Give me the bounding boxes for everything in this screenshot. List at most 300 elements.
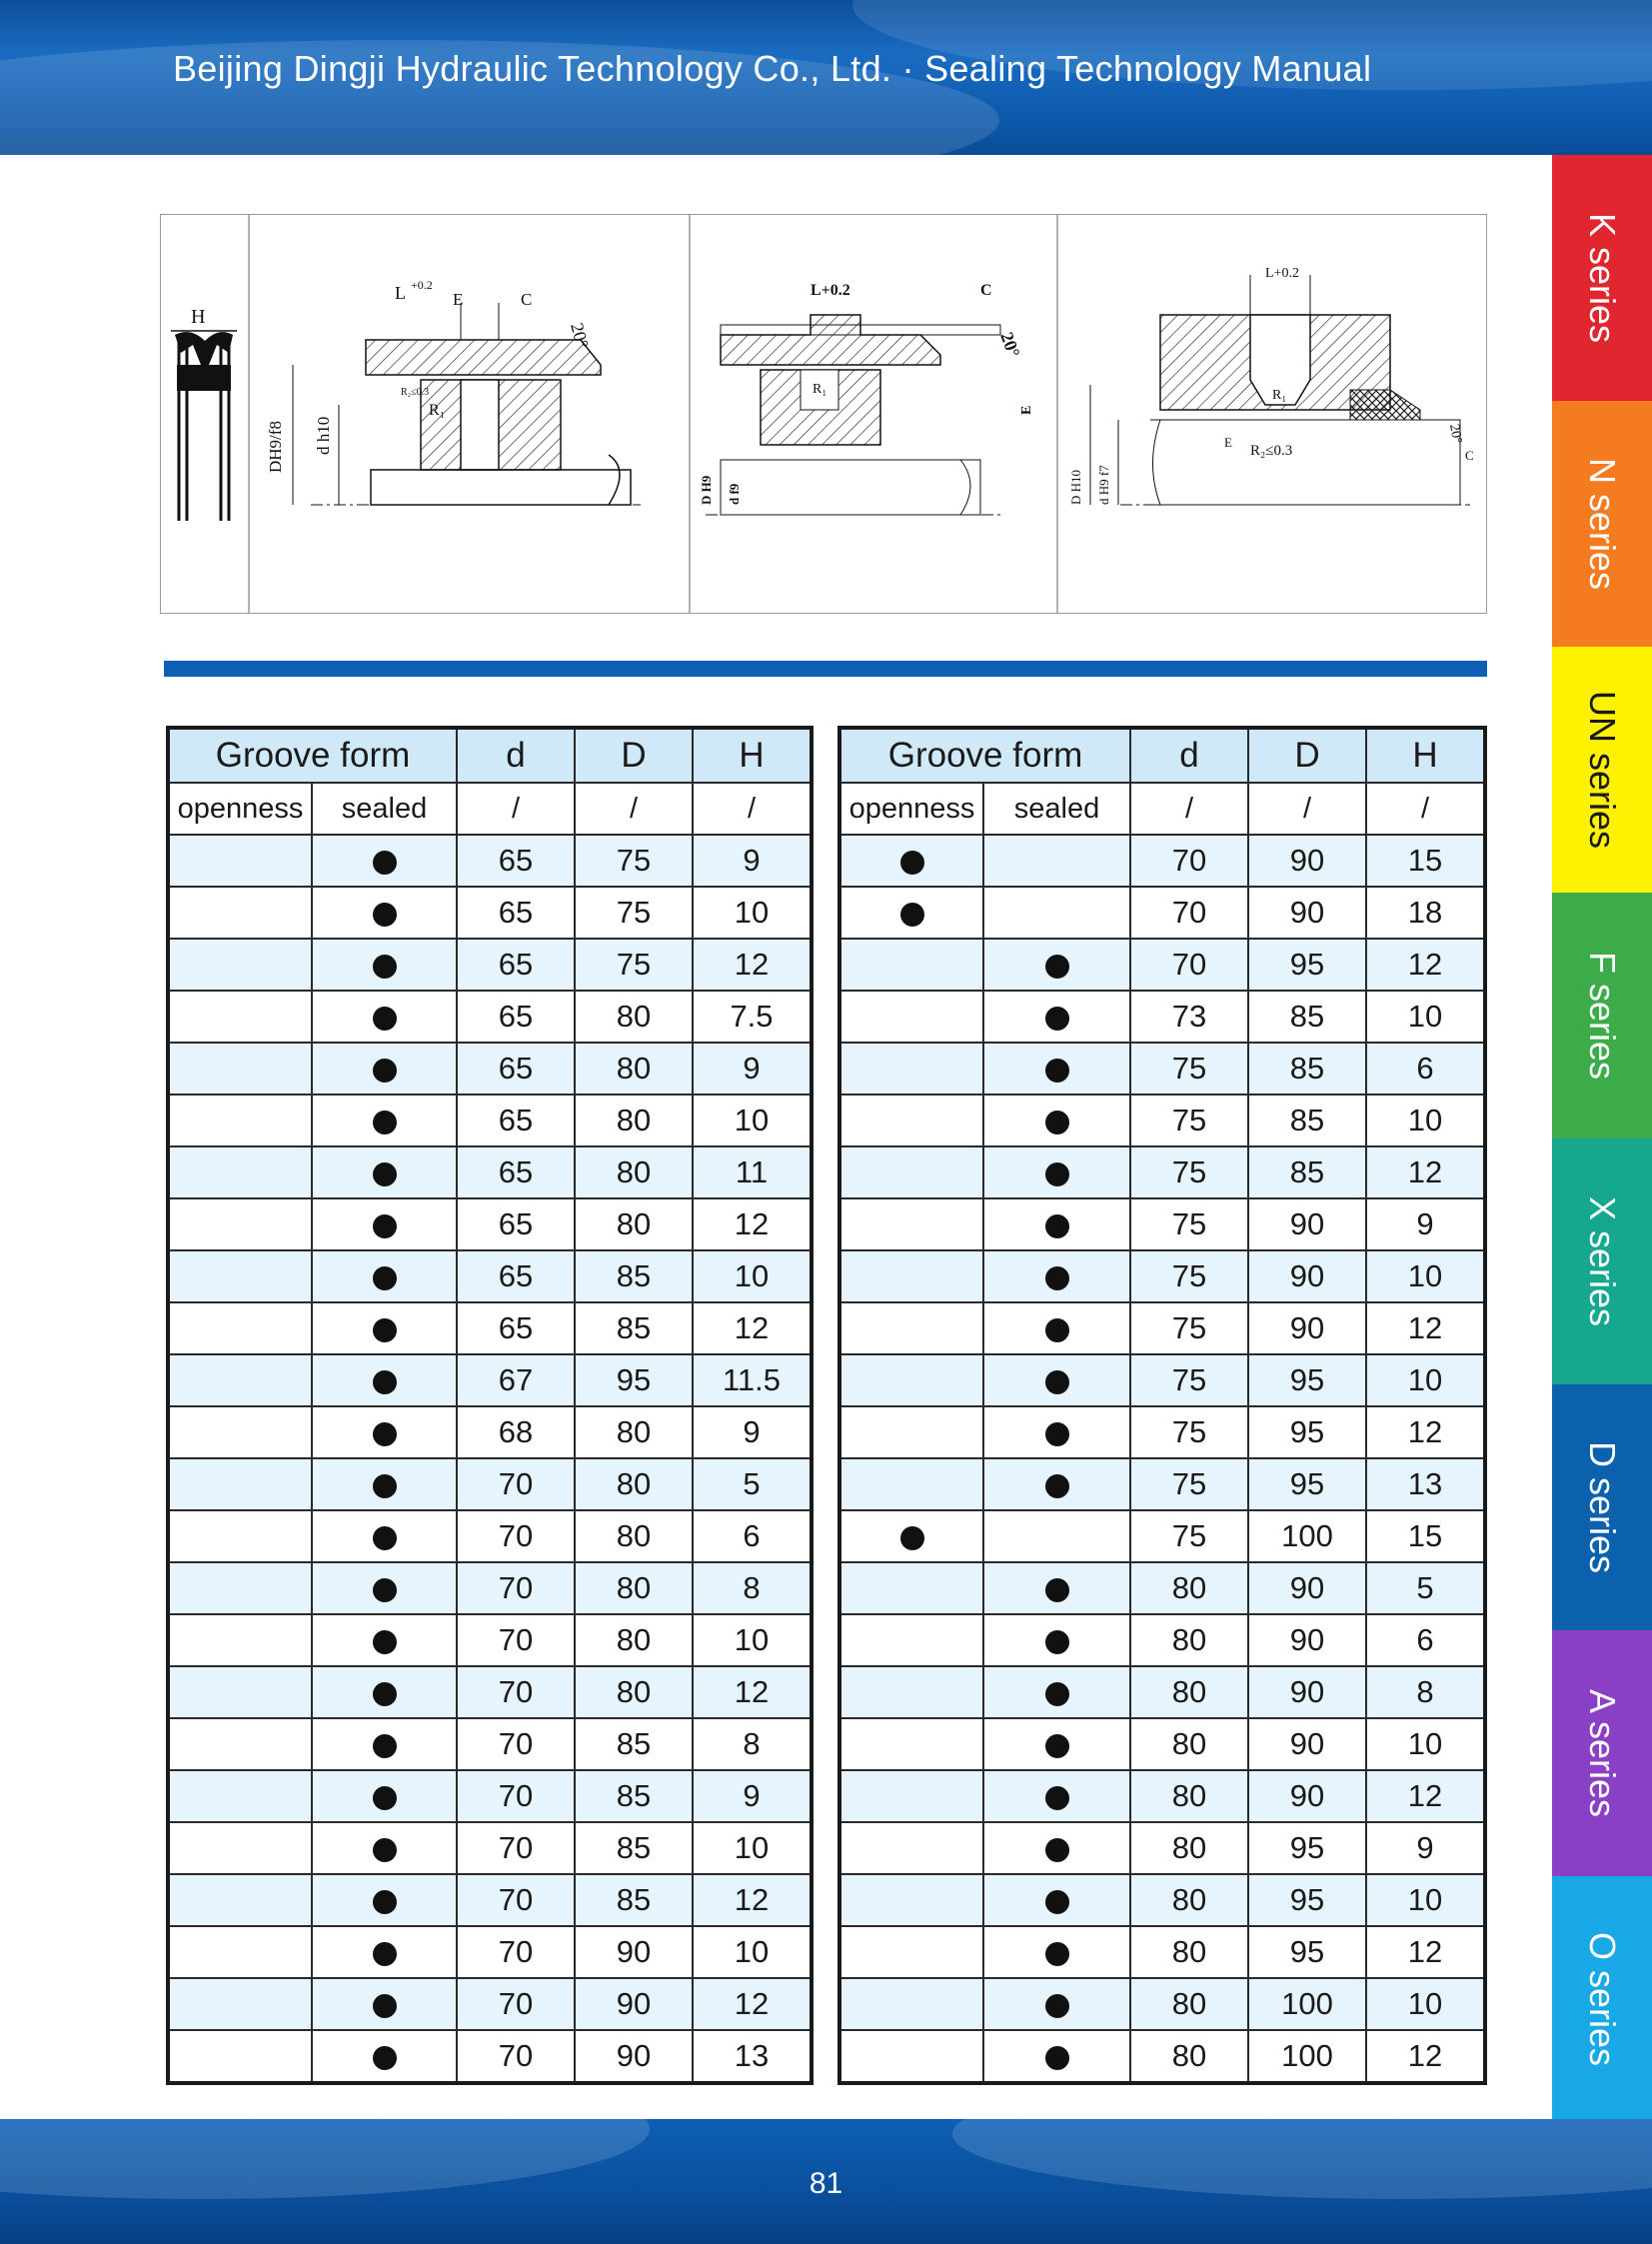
table-row [839, 939, 1485, 991]
cell-sealed [983, 1614, 1130, 1666]
cell-sealed [312, 1510, 457, 1562]
cell-H: 12 [1366, 1406, 1485, 1458]
cell-d: 80 [1130, 1822, 1248, 1874]
cell-H: 10 [693, 1614, 812, 1666]
dim-E: E [1224, 435, 1232, 450]
bullet-icon [1045, 1474, 1069, 1498]
bullet-icon [1045, 1214, 1069, 1238]
cell-openness [168, 1562, 312, 1614]
cell-openness [839, 1302, 983, 1354]
table-row [839, 1043, 1485, 1095]
cell-openness [839, 835, 983, 887]
cell-d: 75 [1130, 1458, 1248, 1510]
cell-d: 70 [457, 1510, 575, 1562]
table-row [839, 1458, 1485, 1510]
cell-D: 95 [1248, 1926, 1366, 1978]
cell-d: 65 [457, 991, 575, 1043]
bullet-icon [373, 1890, 397, 1914]
cell-D: 80 [575, 1406, 693, 1458]
dim-R2: R₂≤0.3 [401, 387, 430, 398]
cell-D: 95 [1248, 1874, 1366, 1926]
cell-H: 15 [1366, 1510, 1485, 1562]
cell-d: 75 [1130, 1354, 1248, 1406]
cell-D: 85 [575, 1718, 693, 1770]
subheader-D-unit: / [575, 783, 693, 835]
cell-D: 95 [575, 1354, 693, 1406]
cell-openness [168, 835, 312, 887]
header-H: H [1366, 728, 1485, 783]
tab-label: O series [1582, 1931, 1624, 2067]
table-row [839, 1562, 1485, 1614]
cell-sealed [312, 1562, 457, 1614]
cell-openness [168, 1146, 312, 1198]
cell-D: 80 [575, 1614, 693, 1666]
tab-label: X series [1582, 1195, 1624, 1327]
cell-H: 12 [1366, 1770, 1485, 1822]
cell-d: 70 [457, 1614, 575, 1666]
dim-C: C [980, 282, 992, 299]
cell-d: 70 [457, 1978, 575, 2030]
cell-d: 80 [1130, 1926, 1248, 1978]
cell-sealed [983, 1146, 1130, 1198]
table-row [839, 1874, 1485, 1926]
table-row [168, 1822, 812, 1874]
cell-D: 90 [1248, 1614, 1366, 1666]
cell-H: 12 [1366, 2030, 1485, 2083]
cell-H: 12 [1366, 1302, 1485, 1354]
cell-openness [839, 1874, 983, 1926]
cell-d: 70 [1130, 939, 1248, 991]
table-row [168, 1146, 812, 1198]
dim-angle: 20° [1446, 423, 1465, 446]
cell-H: 6 [1366, 1043, 1485, 1095]
bullet-icon [900, 851, 924, 875]
table-row [839, 1614, 1485, 1666]
cell-D: 80 [575, 1095, 693, 1146]
bullet-icon [1045, 1111, 1069, 1134]
groove-drawings [160, 214, 1487, 614]
cell-H: 10 [693, 887, 812, 939]
cell-openness [839, 1406, 983, 1458]
cell-sealed [983, 1718, 1130, 1770]
header-groove-form: Groove form [839, 728, 1130, 783]
cell-sealed [983, 887, 1130, 939]
groove-drawing-piston [699, 282, 1034, 515]
cell-H: 12 [693, 1198, 812, 1250]
cell-D: 80 [575, 1043, 693, 1095]
cell-sealed [312, 1198, 457, 1250]
cell-openness [168, 1874, 312, 1926]
cell-sealed [312, 1666, 457, 1718]
cell-sealed [312, 1043, 457, 1095]
cell-d: 75 [1130, 1146, 1248, 1198]
cell-D: 85 [575, 1822, 693, 1874]
table-row [839, 2030, 1485, 2083]
bullet-icon [1045, 2046, 1069, 2070]
table-row [839, 1770, 1485, 1822]
table-row [168, 887, 812, 939]
cell-openness [168, 1926, 312, 1978]
cell-d: 80 [1130, 1718, 1248, 1770]
cell-D: 85 [1248, 1095, 1366, 1146]
bullet-icon [373, 1526, 397, 1550]
cell-openness [839, 1770, 983, 1822]
cell-d: 70 [457, 1822, 575, 1874]
tab-x-series[interactable] [1552, 1138, 1652, 1384]
cell-openness [839, 1614, 983, 1666]
cell-sealed [312, 2030, 457, 2083]
cell-openness [168, 1095, 312, 1146]
bullet-icon [373, 903, 397, 927]
cell-D: 90 [1248, 1666, 1366, 1718]
cell-sealed [983, 1198, 1130, 1250]
dim-angle: 20° [996, 329, 1024, 361]
cell-D: 85 [1248, 1043, 1366, 1095]
subheader-d-unit: / [457, 783, 575, 835]
cell-D: 80 [575, 1562, 693, 1614]
cell-openness [839, 1043, 983, 1095]
page-number: 81 [809, 2167, 843, 2200]
cell-d: 65 [457, 1302, 575, 1354]
table-row [839, 1302, 1485, 1354]
cell-H: 5 [693, 1458, 812, 1510]
bullet-icon [1045, 1890, 1069, 1914]
cell-d: 80 [1130, 1874, 1248, 1926]
cell-H: 12 [693, 1874, 812, 1926]
cell-openness [168, 1510, 312, 1562]
bullet-icon [1045, 1786, 1069, 1810]
cell-H: 11.5 [693, 1354, 812, 1406]
tab-label: A series [1582, 1688, 1623, 1818]
bullet-icon [373, 1838, 397, 1862]
table-row [839, 1822, 1485, 1874]
cell-sealed [312, 1614, 457, 1666]
cell-D: 100 [1248, 2030, 1366, 2083]
cell-H: 6 [693, 1510, 812, 1562]
tab-k-series[interactable] [1552, 155, 1652, 401]
cell-H: 12 [693, 1302, 812, 1354]
cell-H: 8 [693, 1562, 812, 1614]
dim-df9: d f9 [727, 483, 742, 505]
cell-sealed [983, 1458, 1130, 1510]
tab-d-series[interactable] [1552, 1384, 1652, 1630]
cell-D: 90 [1248, 1770, 1366, 1822]
table-row [168, 1510, 812, 1562]
tab-f-series[interactable] [1552, 893, 1652, 1138]
cell-H: 6 [1366, 1614, 1485, 1666]
cell-sealed [983, 1095, 1130, 1146]
cell-H: 5 [1366, 1562, 1485, 1614]
cell-openness [168, 991, 312, 1043]
cell-D: 90 [1248, 1562, 1366, 1614]
cell-D: 80 [575, 1458, 693, 1510]
cell-d: 70 [457, 1926, 575, 1978]
header-D: D [575, 728, 693, 783]
cell-D: 85 [575, 1770, 693, 1822]
cell-H: 9 [693, 1406, 812, 1458]
cell-D: 75 [575, 939, 693, 991]
table-row [839, 1926, 1485, 1978]
dim-L: L [395, 283, 406, 303]
tab-label: F series [1582, 951, 1623, 1081]
cell-H: 10 [1366, 1095, 1485, 1146]
cell-openness [168, 1302, 312, 1354]
cell-H: 9 [1366, 1198, 1485, 1250]
cell-sealed [312, 1146, 457, 1198]
cell-H: 8 [693, 1718, 812, 1770]
cell-D: 80 [575, 1510, 693, 1562]
bullet-icon [373, 1370, 397, 1394]
cell-openness [839, 1926, 983, 1978]
tab-un-series[interactable] [1552, 647, 1652, 893]
cell-d: 70 [1130, 835, 1248, 887]
bullet-icon [1045, 1578, 1069, 1602]
dim-angle: 20° [567, 320, 593, 351]
table-row [839, 1666, 1485, 1718]
bullet-icon [373, 1786, 397, 1810]
cell-D: 100 [1248, 1510, 1366, 1562]
cell-openness [168, 1770, 312, 1822]
bullet-icon [373, 1007, 397, 1031]
groove-drawing-rod [266, 278, 641, 505]
table-row [168, 1043, 812, 1095]
tab-label: N series [1582, 457, 1623, 591]
cell-H: 10 [1366, 1354, 1485, 1406]
cell-sealed [312, 1978, 457, 2030]
cell-sealed [312, 835, 457, 887]
table-row [168, 1354, 812, 1406]
cell-D: 95 [1248, 1354, 1366, 1406]
header-title: Beijing Dingji Hydraulic Technology Co., Ltd. · Sealing Technology Manual [173, 48, 1372, 89]
header-D: D [1248, 728, 1366, 783]
bullet-icon [900, 903, 924, 927]
tab-o-series[interactable] [1552, 1876, 1652, 2122]
cell-openness [168, 939, 312, 991]
cell-d: 80 [1130, 2030, 1248, 2083]
cell-d: 67 [457, 1354, 575, 1406]
dimension-table-left [166, 726, 814, 2085]
cell-openness [839, 1354, 983, 1406]
cell-H: 9 [693, 1770, 812, 1822]
dim-L: L+0.2 [811, 282, 850, 299]
cell-sealed [983, 1822, 1130, 1874]
cell-d: 75 [1130, 1510, 1248, 1562]
dim-H: H [191, 306, 206, 328]
cell-H: 10 [693, 1926, 812, 1978]
cell-d: 65 [457, 887, 575, 939]
cell-d: 80 [1130, 1770, 1248, 1822]
bullet-icon [373, 851, 397, 875]
cell-H: 12 [1366, 1146, 1485, 1198]
cell-D: 95 [1248, 1406, 1366, 1458]
subheader-d-unit: / [1130, 783, 1248, 835]
cell-H: 13 [693, 2030, 812, 2083]
cell-H: 12 [693, 1666, 812, 1718]
cell-D: 85 [575, 1302, 693, 1354]
bullet-icon [373, 1111, 397, 1134]
cell-H: 10 [1366, 1874, 1485, 1926]
bullet-icon [373, 2046, 397, 2070]
dim-E: E [1019, 405, 1034, 415]
cell-openness [168, 1978, 312, 2030]
subheader-sealed: sealed [312, 783, 457, 835]
cell-openness [168, 1198, 312, 1250]
tab-label: UN series [1582, 690, 1623, 850]
table-row [168, 1562, 812, 1614]
bullet-icon [373, 1994, 397, 2018]
bullet-icon [1045, 955, 1069, 979]
bullet-icon [373, 1214, 397, 1238]
table-row [168, 1666, 812, 1718]
bullet-icon [373, 1734, 397, 1758]
cell-sealed [312, 1874, 457, 1926]
bullet-icon [1045, 1370, 1069, 1394]
cell-d: 65 [457, 1198, 575, 1250]
cell-openness [839, 1198, 983, 1250]
cell-d: 80 [1130, 1562, 1248, 1614]
cell-openness [168, 1614, 312, 1666]
cell-d: 70 [457, 2030, 575, 2083]
cell-D: 90 [1248, 835, 1366, 887]
table-row [839, 1198, 1485, 1250]
header-d: d [457, 728, 575, 783]
cell-D: 90 [1248, 1250, 1366, 1302]
bullet-icon [1045, 1994, 1069, 2018]
cell-sealed [983, 1978, 1130, 2030]
dim-DH9f8: DH9/f8 [266, 421, 285, 473]
table-row [839, 1146, 1485, 1198]
cell-H: 12 [693, 939, 812, 991]
cell-openness [839, 2030, 983, 2083]
cell-D: 80 [575, 1146, 693, 1198]
cell-D: 80 [575, 1666, 693, 1718]
cell-sealed [312, 1095, 457, 1146]
bullet-icon [1045, 1734, 1069, 1758]
table-row [168, 991, 812, 1043]
bullet-icon [900, 1526, 924, 1550]
cell-d: 75 [1130, 1043, 1248, 1095]
table-row [168, 1874, 812, 1926]
bullet-icon [1045, 1630, 1069, 1654]
seal-profile-drawing [171, 306, 237, 521]
bullet-icon [373, 1162, 397, 1186]
cell-openness [839, 1718, 983, 1770]
cell-sealed [312, 1718, 457, 1770]
cell-sealed [983, 2030, 1130, 2083]
table-row [168, 835, 812, 887]
page-footer [0, 2119, 1652, 2244]
bullet-icon [373, 1266, 397, 1290]
bullet-icon [373, 1942, 397, 1966]
cell-D: 80 [575, 1198, 693, 1250]
cell-sealed [983, 991, 1130, 1043]
table-row [839, 1406, 1485, 1458]
cell-openness [168, 887, 312, 939]
cell-H: 11 [693, 1146, 812, 1198]
cell-H: 18 [1366, 887, 1485, 939]
subheader-D-unit: / [1248, 783, 1366, 835]
cell-sealed [983, 1874, 1130, 1926]
subheader-openness: openness [839, 783, 983, 835]
dim-R1: R₁ [1272, 388, 1287, 403]
cell-sealed [983, 1043, 1130, 1095]
cell-D: 90 [575, 2030, 693, 2083]
cell-d: 65 [457, 1250, 575, 1302]
cell-H: 15 [1366, 835, 1485, 887]
cell-openness [168, 1043, 312, 1095]
cell-sealed [312, 1822, 457, 1874]
cell-d: 70 [457, 1770, 575, 1822]
bullet-icon [1045, 1162, 1069, 1186]
bullet-icon [1045, 1422, 1069, 1446]
cell-openness [168, 1822, 312, 1874]
cell-d: 70 [457, 1666, 575, 1718]
header-groove-form: Groove form [168, 728, 457, 783]
bullet-icon [373, 955, 397, 979]
table-row [839, 1095, 1485, 1146]
table-row [839, 1978, 1485, 2030]
cell-D: 85 [575, 1874, 693, 1926]
cell-sealed [312, 1302, 457, 1354]
cell-d: 75 [1130, 1095, 1248, 1146]
cell-openness [168, 1718, 312, 1770]
cell-H: 10 [1366, 991, 1485, 1043]
bullet-icon [373, 1318, 397, 1342]
cell-openness [168, 1458, 312, 1510]
bullet-icon [373, 1059, 397, 1083]
cell-H: 9 [693, 1043, 812, 1095]
cell-H: 9 [1366, 1822, 1485, 1874]
dim-R2: R₂≤0.3 [1250, 443, 1293, 459]
table-row [168, 1198, 812, 1250]
bullet-icon [1045, 1318, 1069, 1342]
cell-H: 10 [1366, 1250, 1485, 1302]
tab-a-series[interactable] [1552, 1630, 1652, 1876]
cell-H: 9 [693, 835, 812, 887]
cell-D: 85 [1248, 1146, 1366, 1198]
cell-d: 65 [457, 1043, 575, 1095]
table-row [168, 1095, 812, 1146]
cell-sealed [312, 1406, 457, 1458]
dim-DH10: D H10 [1068, 469, 1083, 505]
cell-openness [839, 1095, 983, 1146]
cell-D: 95 [1248, 1822, 1366, 1874]
cell-d: 75 [1130, 1406, 1248, 1458]
dim-R1: R₁ [813, 382, 827, 397]
tab-label: D series [1582, 1440, 1623, 1574]
cell-D: 90 [575, 1926, 693, 1978]
cell-sealed [312, 1250, 457, 1302]
cell-D: 95 [1248, 939, 1366, 991]
cell-openness [839, 1250, 983, 1302]
cell-H: 12 [1366, 939, 1485, 991]
cell-sealed [312, 939, 457, 991]
cell-H: 10 [1366, 1718, 1485, 1770]
header-d: d [1130, 728, 1248, 783]
bullet-icon [1045, 1838, 1069, 1862]
table-row [168, 1302, 812, 1354]
cell-d: 65 [457, 1146, 575, 1198]
cell-d: 65 [457, 939, 575, 991]
cell-d: 70 [457, 1458, 575, 1510]
cell-H: 12 [1366, 1926, 1485, 1978]
tab-n-series[interactable] [1552, 401, 1652, 647]
cell-d: 73 [1130, 991, 1248, 1043]
table-row [168, 1250, 812, 1302]
dim-dh10: d h10 [314, 416, 333, 455]
cell-sealed [983, 1250, 1130, 1302]
table-row [168, 1406, 812, 1458]
